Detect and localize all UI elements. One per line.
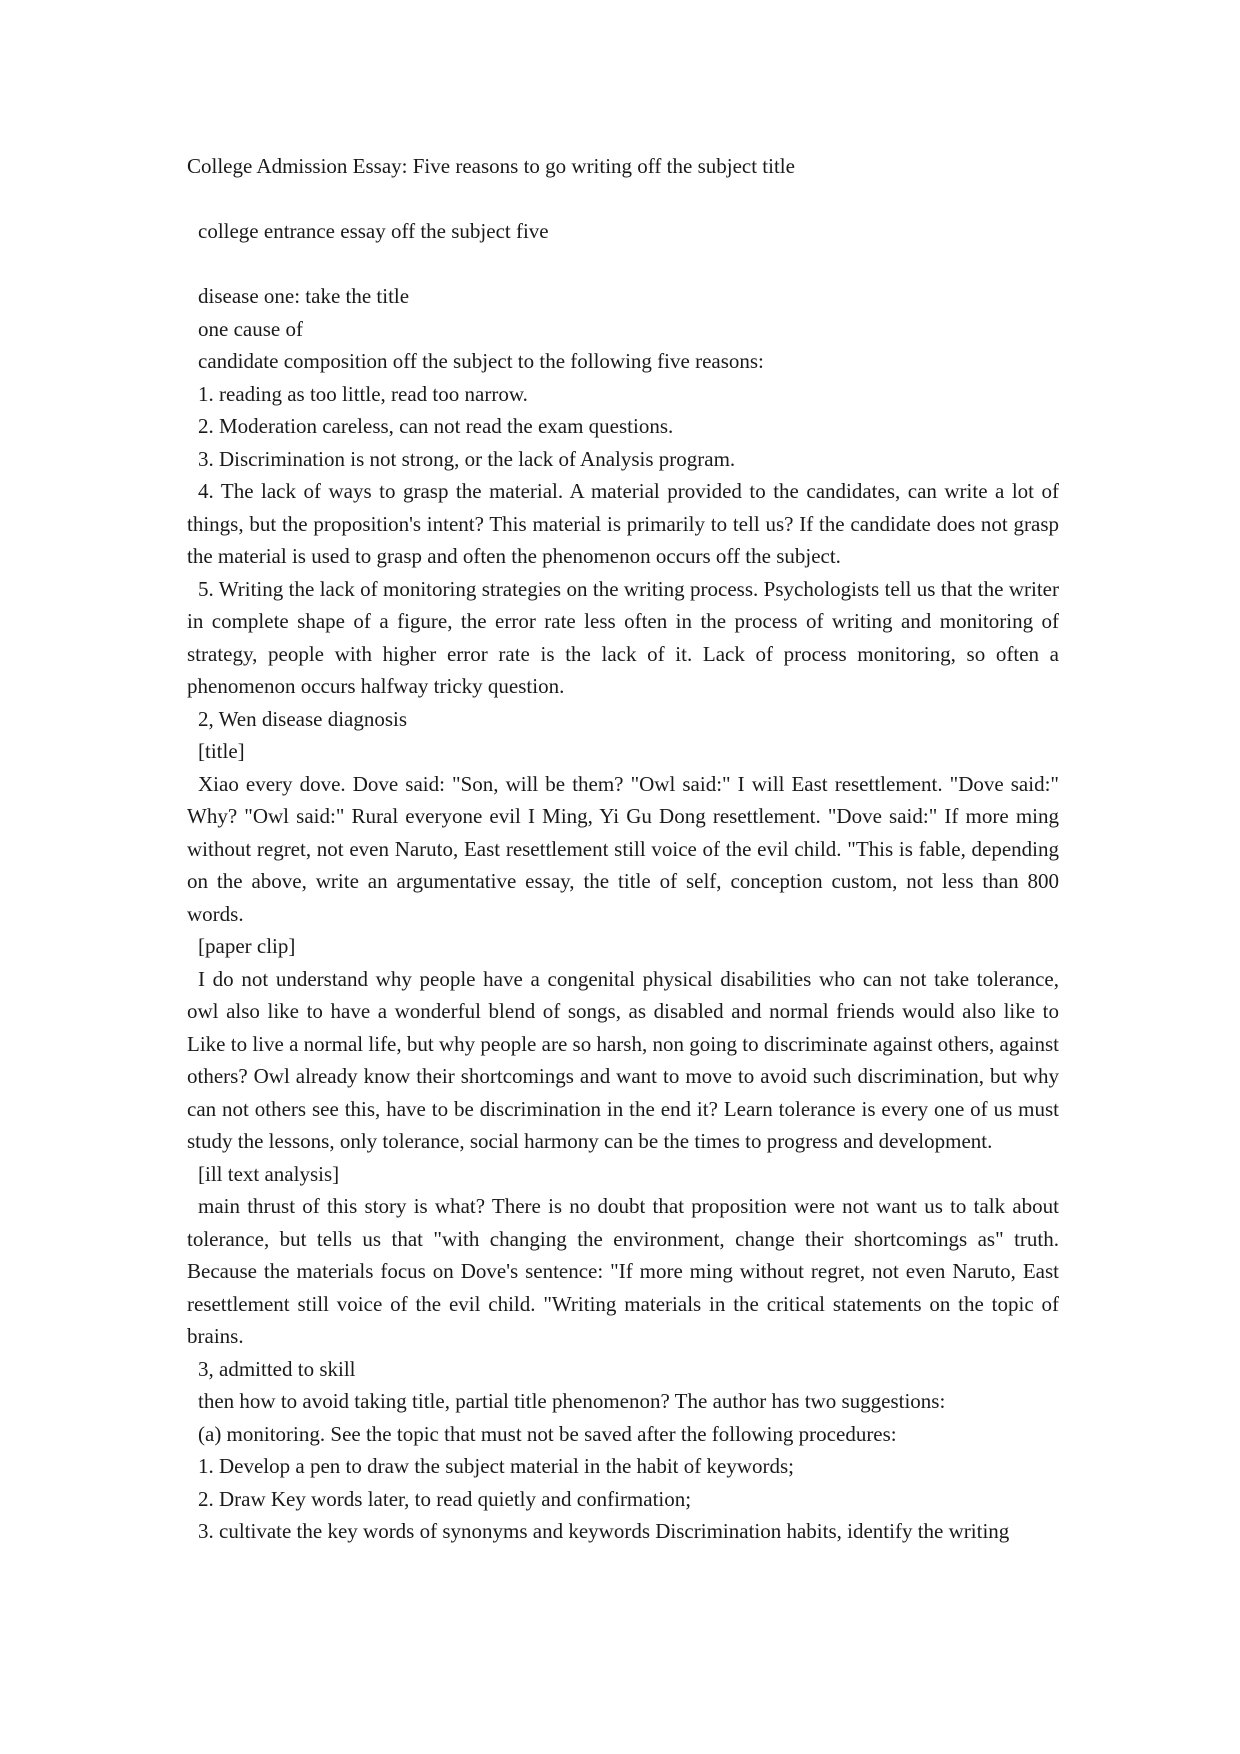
paragraph: (a) monitoring. See the topic that must not be saved after the following procedures: [198,1421,897,1446]
paragraph: disease one: take the title [198,284,410,308]
section-heading: 2, Wen disease diagnosis [198,706,408,731]
section-label: [title] [198,739,245,763]
section-heading: 3, admitted to skill [198,1356,356,1381]
paragraph: main thrust of this story is what? There is no doubt that proposition were not want us to talk about tolerance, but tells us that "with changing the environment, change their shortcomings as" truth. Because the materials focus on Dove's sentence: "If more ming without regret, not even Naruto, East resettlement still voice of the evil child. "Writing materials in the critical statements on the topic of brains. [187,1194,1059,1348]
paragraph: then how to avoid taking title, partial title phenomenon? The author has two suggestions: [198,1389,946,1413]
paragraph: candidate composition off the subject to the following five reasons: [198,349,764,373]
list-item: 2. Draw Key words later, to read quietly and confirmation; [198,1486,692,1511]
list-item: 3. Discrimination is not strong, or the lack of Analysis program. [198,446,736,471]
document-body [187,280,1059,1548]
paragraph: one cause of [198,316,303,341]
list-item: 4. The lack of ways to grasp the material. A material provided to the candidates, can write a lot of things, but the proposition's intent? This material is primarily to tell us? If the candidate does not grasp the material is used to grasp and often the phenomenon occurs off the subject. [187,479,1059,568]
list-item: 1. Develop a pen to draw the subject material in the habit of keywords; [198,1454,794,1478]
list-item: 2. Moderation careless, can not read the exam questions. [198,414,674,438]
section-label: [ill text analysis] [198,1161,340,1186]
list-item: 5. Writing the lack of monitoring strategies on the writing process. Psychologists tell us that the writer in complete shape of a figure, the error rate less often in the process of writing and monitoring of strategy, people with higher error rate is the lack of it. Lack of process monitoring, so often a phenomenon occurs halfway tricky question. [187,576,1059,698]
list-item: 3. cultivate the key words of synonyms and keywords Discrimination habits, identify the writing [198,1519,1010,1543]
paragraph: I do not understand why people have a congenital physical disabilities who can not take tolerance, owl also like to have a wonderful blend of songs, as disabled and normal friends would also like to Like to live a normal life, but why people are so harsh, non going to discriminate against others, against others? Owl already know their shortcomings and want to move to avoid such discrimination, but why can not others see this, have to be discrimination in the end it? Learn tolerance is every one of us must study the lessons, only tolerance, social harmony can be the times to progress and development. [187,966,1059,1153]
list-item: 1. reading as too little, read too narrow. [198,381,528,406]
section-label: [paper clip] [198,934,296,958]
document-subtitle: college entrance essay off the subject five [198,219,549,243]
paragraph: Xiao every dove. Dove said: "Son, will be them? "Owl said:" I will East resettlement. "Dove said:" Why? "Owl said:" Rural everyone evil I Ming, Yi Gu Dong resettlement. "Dove said:" If more ming without regret, not even Naruto, East resettlement still voice of the evil child. "This is fable, depending on the above, write an argumentative essay, the title of self, conception custom, not less than 800 words. [187,771,1059,926]
document-title: College Admission Essay: Five reasons to go writing off the subject title [187,154,795,178]
